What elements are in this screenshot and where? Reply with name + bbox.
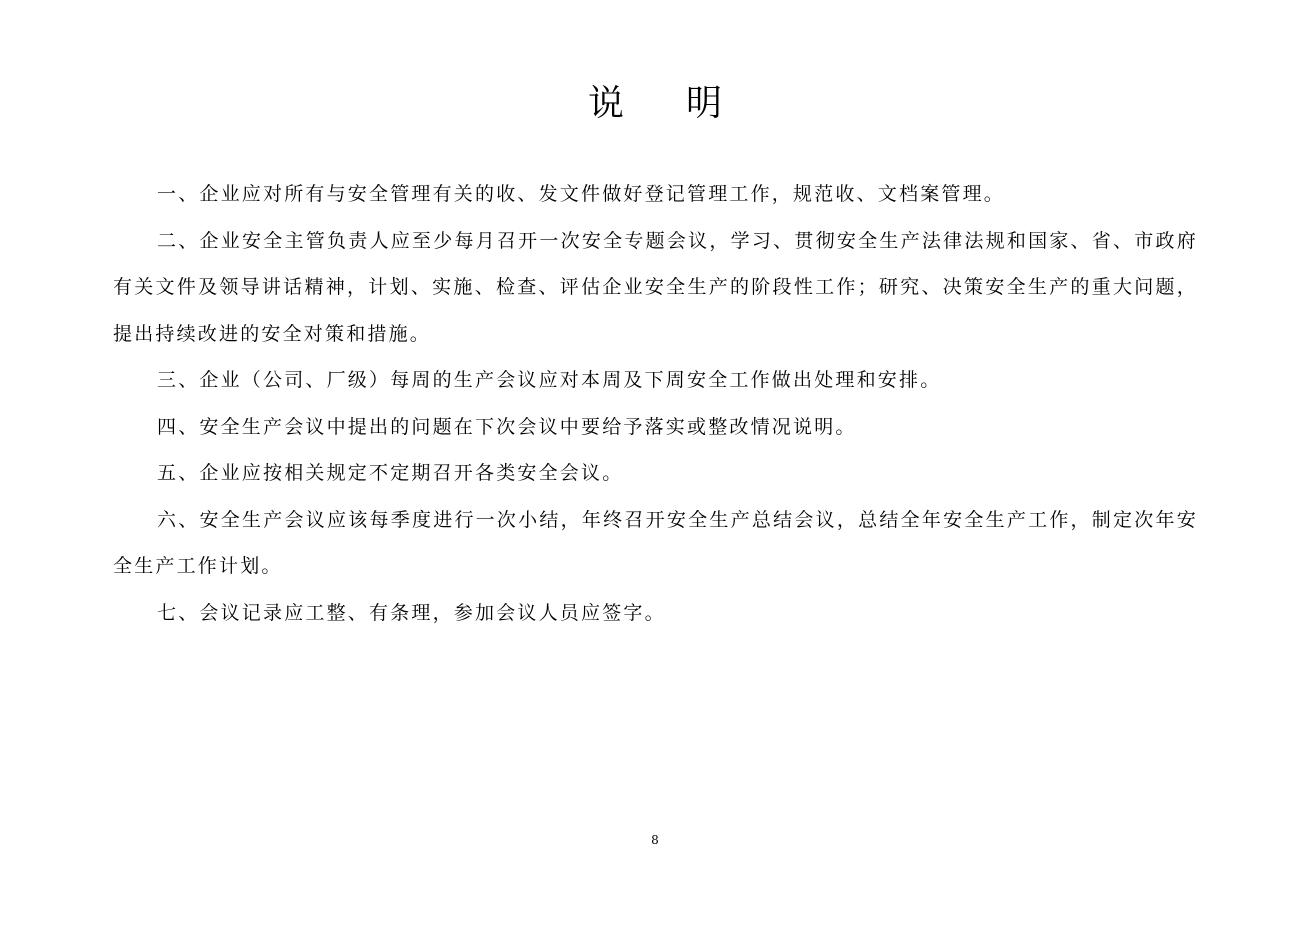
paragraph-4: 四、安全生产会议中提出的问题在下次会议中要给予落实或整改情况说明。	[157, 415, 857, 438]
paragraph-5: 五、企业应按相关规定不定期召开各类安全会议。	[157, 462, 624, 484]
paragraph-3: 三、企业（公司、厂级）每周的生产会议应对本周及下周安全工作做出处理和安排。	[157, 369, 942, 391]
paragraph-7: 七、会议记录应工整、有条理，参加会议人员应签字。	[157, 601, 666, 624]
document-title: 说明	[587, 83, 784, 124]
page-number: 8	[651, 833, 659, 847]
document-body	[113, 171, 1198, 636]
paragraph-6: 六、安全生产会议应该每季度进行一次小结，年终召开安全生产总结会议，总结全年安全生产工作，制定次年安全生产工作计划。	[113, 508, 1198, 577]
paragraph-1: 一、企业应对所有与安全管理有关的收、发文件做好登记管理工作，规范收、文档案管理。	[157, 183, 1006, 205]
paragraph-2: 二、企业安全主管负责人应至少每月召开一次安全专题会议，学习、贯彻安全生产法律法规和国家、省、市政府有关文件及领导讲话精神，计划、实施、检查、评估企业安全生产的阶段性工作；研究、决策安全生产的重大问题，提出持续改进的安全对策和措施。	[113, 229, 1198, 345]
